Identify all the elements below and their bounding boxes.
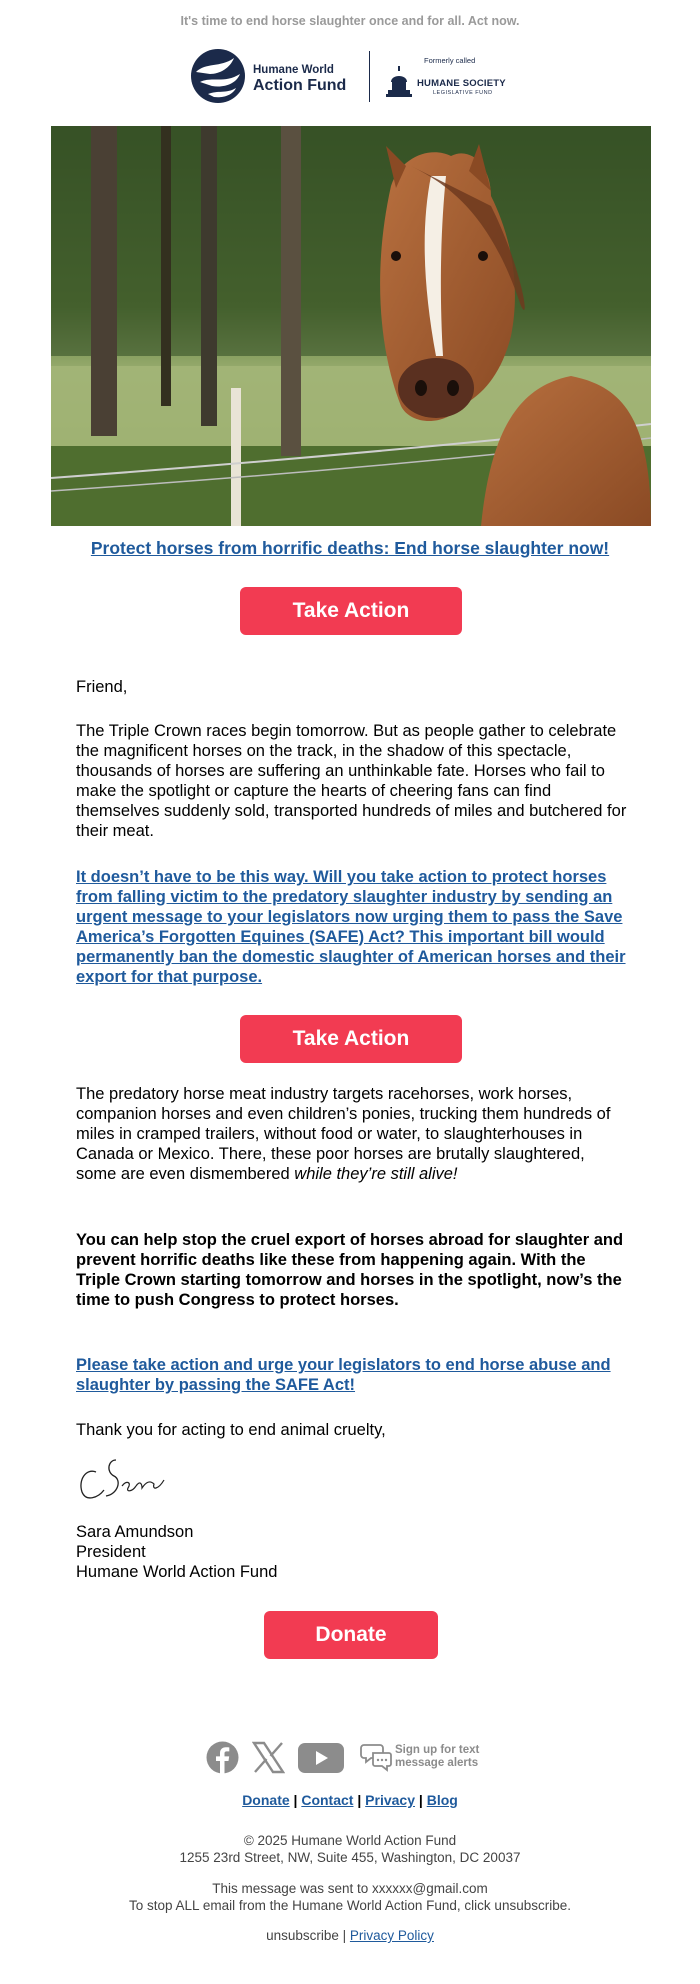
hero-image-horse[interactable] bbox=[51, 126, 651, 526]
footer-address: 1255 23rd Street, NW, Suite 455, Washington, DC 20037 bbox=[179, 1850, 521, 1865]
horse-photo-illustration bbox=[51, 126, 651, 526]
former-org-sub: LEGISLATIVE FUND bbox=[433, 90, 493, 96]
preheader-text: It's time to end horse slaughter once and for all. Act now. bbox=[180, 14, 520, 28]
privacy-policy-link[interactable]: Privacy Policy bbox=[349, 1928, 434, 1943]
industry-text: The predatory horse meat industry targets racehorses, work horses, companion horses and even children’s ponies, trucking them hundreds of miles in cramped trailers, without food or water, to slaughterhouses in Canada or Mexico. There, these poor horses are brutally slaughtered, some are even dismembered bbox=[76, 1085, 611, 1183]
humane-world-globe-icon bbox=[190, 48, 246, 104]
take-action-button-1[interactable]: Take Action bbox=[240, 587, 462, 635]
footer-copyright: © 2025 Humane World Action Fund bbox=[243, 1833, 457, 1848]
facebook-icon[interactable] bbox=[206, 1741, 239, 1774]
footer-unsubscribe-row bbox=[0, 1927, 700, 1944]
paragraph-bold-call: You can help stop the cruel export of horses abroad for slaughter and prevent horrific deaths like these from happening again. With the Triple Crown starting tomorrow and horses in the spotlight, now’s the time to push Congress to protect horses. bbox=[76, 1231, 624, 1309]
sms-line1: Sign up for text bbox=[395, 1744, 480, 1756]
footer-link-privacy[interactable]: Privacy bbox=[365, 1792, 415, 1808]
footer-link-contact[interactable]: Contact bbox=[301, 1792, 354, 1808]
footer-sent-to: This message was sent to xxxxxx@gmail.com bbox=[212, 1881, 488, 1896]
footer-link-donate[interactable]: Donate bbox=[242, 1792, 290, 1808]
org-line2: Action Fund bbox=[253, 77, 347, 94]
sms-icon[interactable] bbox=[360, 1741, 392, 1773]
closing-line: Thank you for acting to end animal cruelty, bbox=[76, 1421, 386, 1439]
footer-stop-email: To stop ALL email from the Humane World Action Fund, click unsubscribe. bbox=[129, 1898, 571, 1913]
paragraph-industry bbox=[76, 1084, 628, 1184]
sms-line2: message alerts bbox=[395, 1757, 479, 1769]
signer-org: Humane World Action Fund bbox=[76, 1563, 278, 1581]
footer-separator: | bbox=[418, 1792, 423, 1808]
take-action-button-2[interactable]: Take Action bbox=[240, 1015, 462, 1063]
signer-title: President bbox=[76, 1543, 146, 1561]
paragraph-intro: The Triple Crown races begin tomorrow. But as people gather to celebrate the magnificent horses on the track, in the shadow of this spectacle, thousands of horses are suffering an unthinkable fate. Horses who fail to make the spotlight or capture the hearts of cheering fans can find themselves suddenly sold, transported hundreds of miles and butchered for their meat. bbox=[76, 722, 627, 840]
footer-nav bbox=[0, 1792, 700, 1808]
former-org-name: HUMANE SOCIETY bbox=[417, 78, 506, 89]
greeting: Friend, bbox=[76, 678, 128, 696]
footer-separator: | bbox=[357, 1792, 362, 1808]
org-logo-text bbox=[253, 63, 346, 94]
footer-link-blog[interactable]: Blog bbox=[426, 1792, 458, 1808]
industry-italic-text: while they’re still alive! bbox=[294, 1165, 458, 1183]
signer-name: Sara Amundson bbox=[76, 1523, 194, 1541]
sms-signup-label[interactable] bbox=[395, 1744, 479, 1770]
unsubscribe-link[interactable]: unsubscribe bbox=[266, 1928, 339, 1943]
logo-divider bbox=[369, 51, 370, 102]
footer-separator: | bbox=[342, 1928, 347, 1943]
social-links bbox=[0, 1737, 700, 1777]
paragraph-safe-act-link[interactable]: Please take action and urge your legislators to end horse abuse and slaughter by passing the SAFE Act! bbox=[76, 1356, 611, 1394]
paragraph-action-link[interactable]: It doesn’t have to be this way. Will you take action to protect horses from falling victim to the predatory slaughter industry by sending an urgent message to your legislators now urging them to pass the Save America’s Forgotten Equines (SAFE) Act? This important bill would permanently ban the domestic slaughter of American horses and their export for that purpose. bbox=[76, 868, 626, 986]
youtube-icon[interactable] bbox=[298, 1743, 344, 1773]
footer-separator: | bbox=[293, 1792, 298, 1808]
capitol-dome-icon bbox=[386, 66, 412, 98]
formerly-called-label: Formerly called bbox=[424, 56, 476, 65]
logo-header[interactable] bbox=[0, 48, 700, 104]
signature-image bbox=[76, 1450, 168, 1510]
donate-button[interactable]: Donate bbox=[264, 1611, 438, 1659]
headline-link[interactable]: Protect horses from horrific deaths: End horse slaughter now! bbox=[90, 538, 610, 558]
org-line1: Humane World bbox=[253, 64, 334, 76]
x-icon[interactable] bbox=[252, 1741, 285, 1774]
